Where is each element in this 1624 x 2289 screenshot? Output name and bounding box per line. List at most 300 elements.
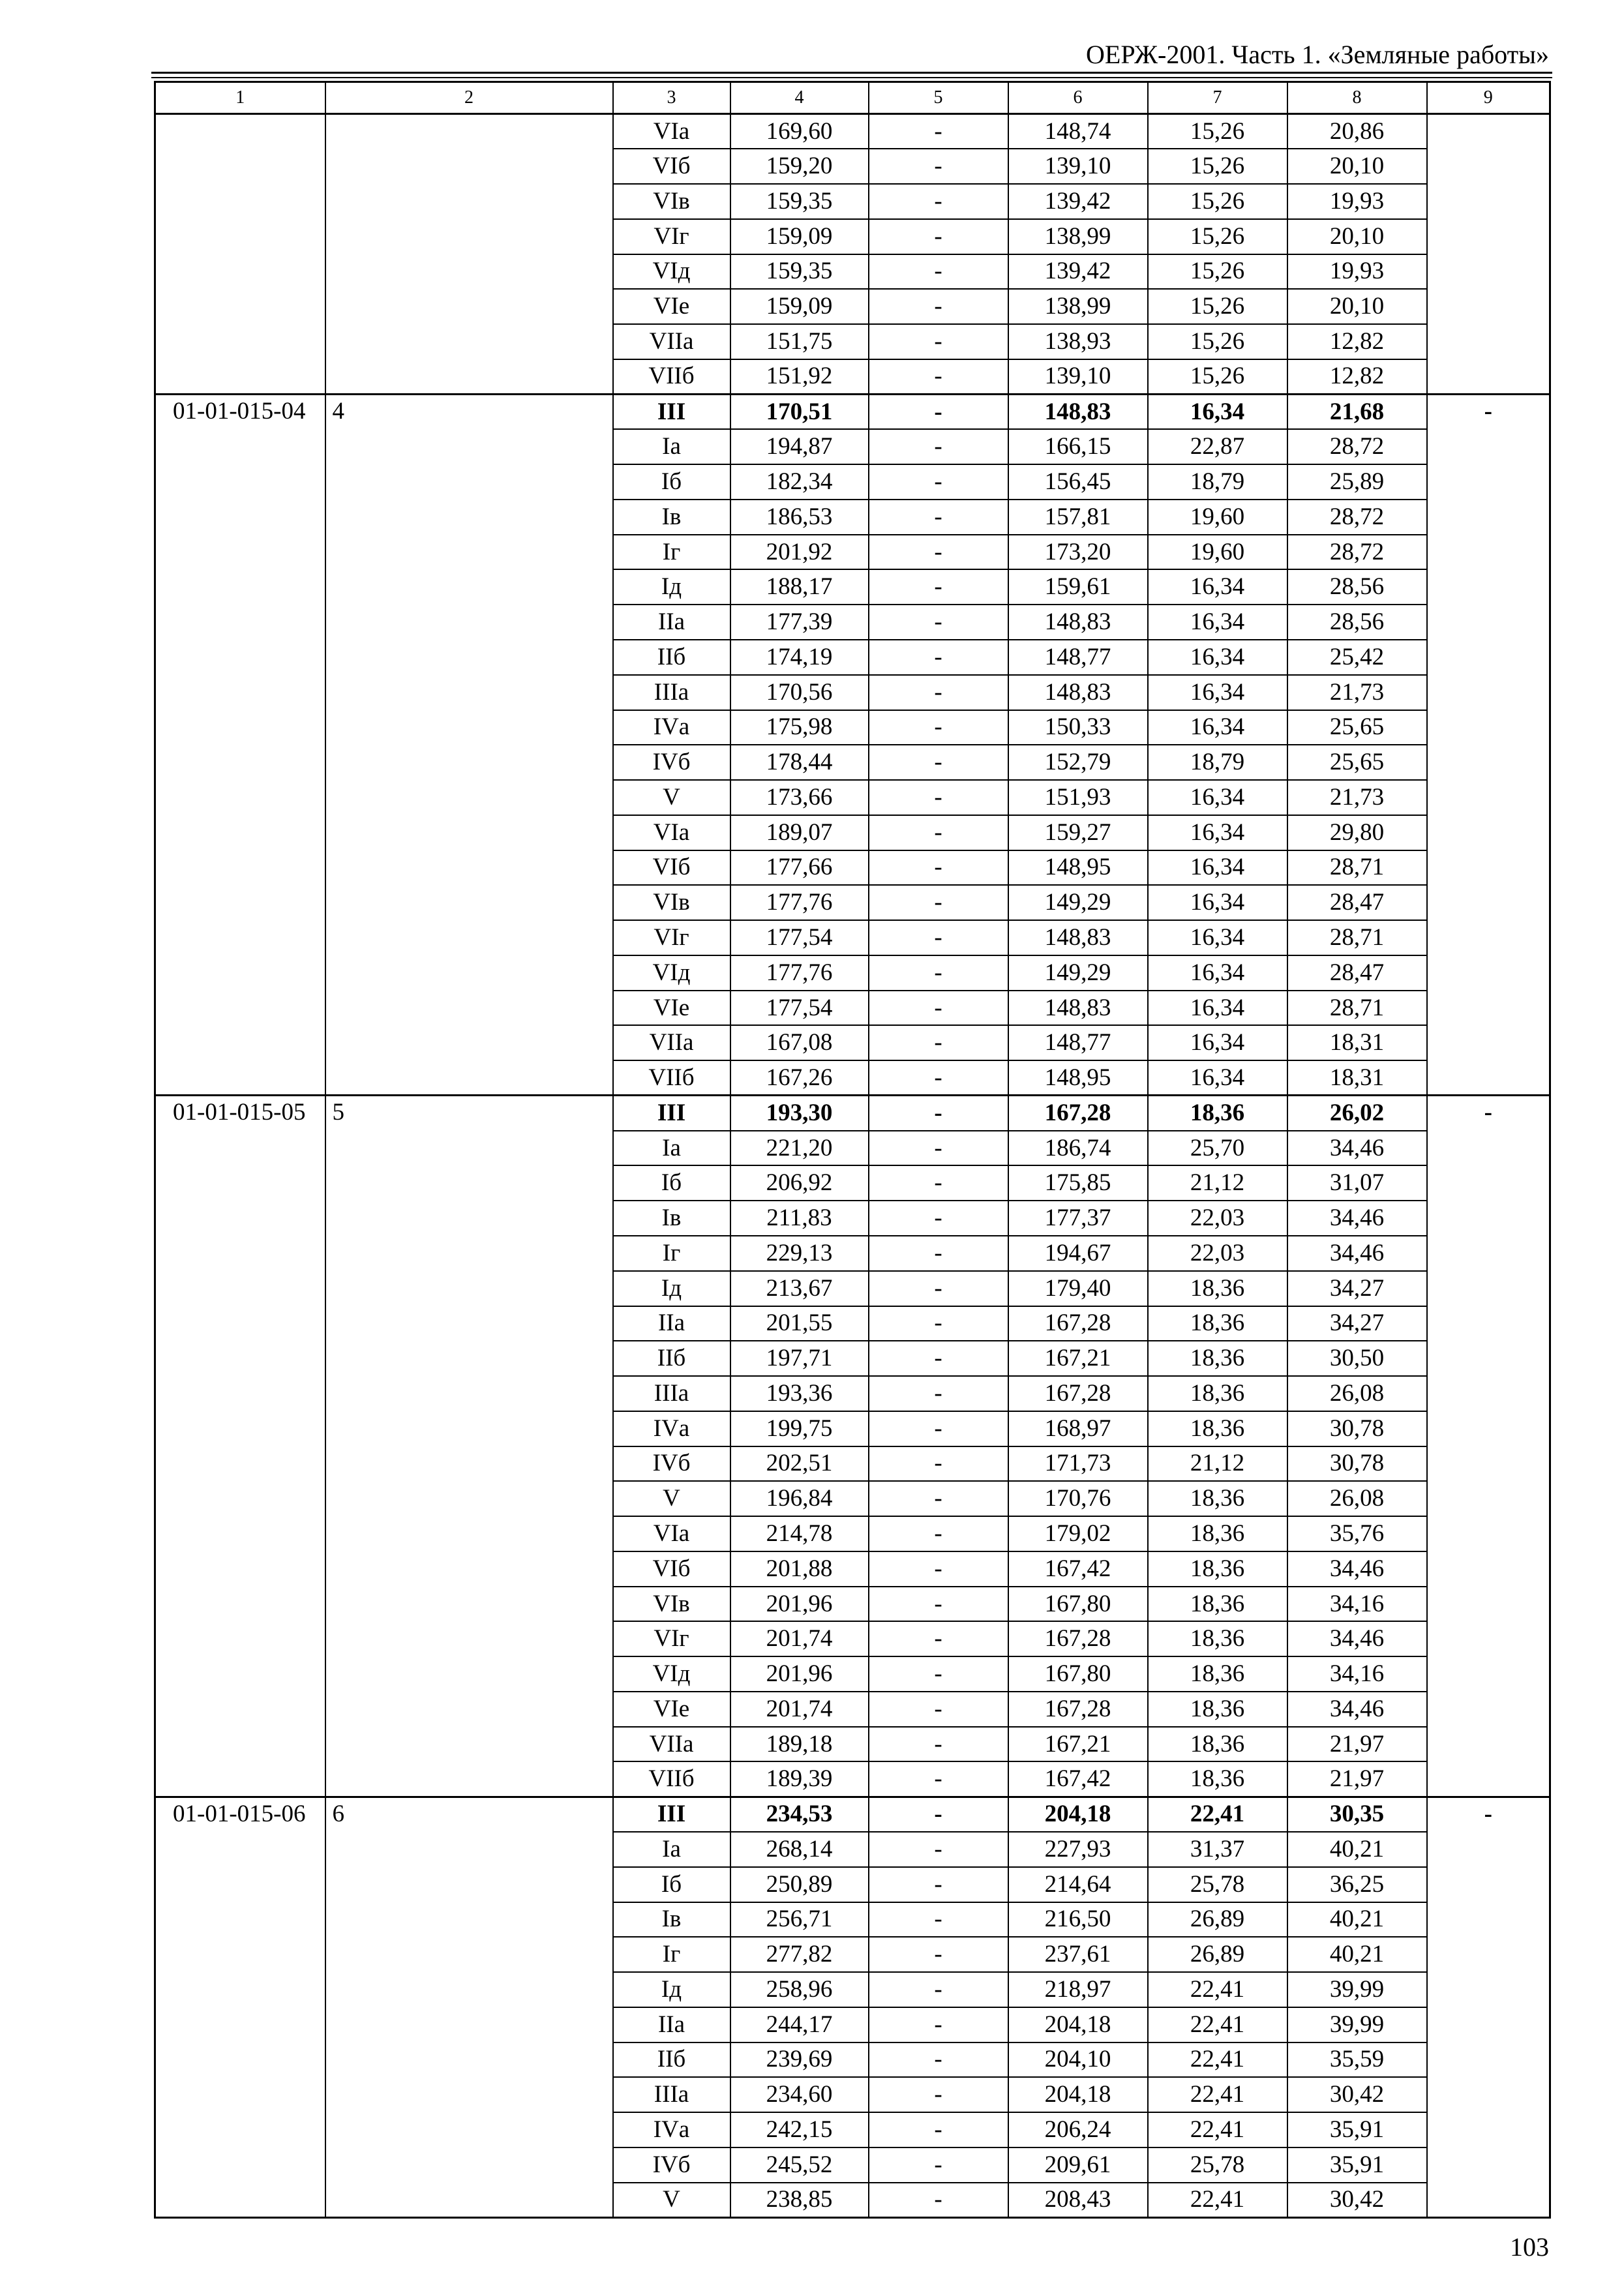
col6-value-cell: 167,21 bbox=[1008, 1727, 1148, 1762]
col5-value-cell: - bbox=[869, 1131, 1008, 1166]
col4-value-cell: 189,18 bbox=[730, 1727, 869, 1762]
col6-value-cell: 194,67 bbox=[1008, 1236, 1148, 1271]
col5-value-cell: - bbox=[869, 2147, 1008, 2183]
col7-value-cell: 22,41 bbox=[1148, 2183, 1287, 2218]
col4-value-cell: 256,71 bbox=[730, 1902, 869, 1937]
col5-value-cell: - bbox=[869, 1060, 1008, 1096]
col6-value-cell: 148,95 bbox=[1008, 1060, 1148, 1096]
col8-value-cell: 34,46 bbox=[1287, 1131, 1427, 1166]
col6-value-cell: 151,93 bbox=[1008, 780, 1148, 815]
col5-value-cell: - bbox=[869, 1341, 1008, 1376]
col4-value-cell: 244,17 bbox=[730, 2007, 869, 2042]
col4-value-cell: 201,96 bbox=[730, 1587, 869, 1622]
col7-value-cell: 16,34 bbox=[1148, 885, 1287, 920]
zone-cell: VIв bbox=[613, 184, 730, 219]
zone-cell: IIIа bbox=[613, 1376, 730, 1411]
page-number: 103 bbox=[1510, 2232, 1549, 2262]
col7-value-cell: 21,12 bbox=[1148, 1446, 1287, 1482]
col5-value-cell: - bbox=[869, 1516, 1008, 1551]
col7-value-cell: 15,26 bbox=[1148, 149, 1287, 184]
column-number-row bbox=[155, 82, 1550, 114]
col8-value-cell: 40,21 bbox=[1287, 1902, 1427, 1937]
col4-value-cell: 229,13 bbox=[730, 1236, 869, 1271]
col8-value-cell: 28,72 bbox=[1287, 500, 1427, 535]
col7-value-cell: 22,41 bbox=[1148, 2112, 1287, 2147]
col4-value-cell: 188,17 bbox=[730, 569, 869, 605]
col5-value-cell: - bbox=[869, 1621, 1008, 1656]
col5-value-cell: - bbox=[869, 1902, 1008, 1937]
col6-value-cell: 138,99 bbox=[1008, 289, 1148, 324]
col5-value-cell: - bbox=[869, 1656, 1008, 1692]
col8-value-cell: 34,46 bbox=[1287, 1551, 1427, 1587]
col7-value-cell: 16,34 bbox=[1148, 395, 1287, 430]
col6-value-cell: 148,83 bbox=[1008, 920, 1148, 955]
col4-value-cell: 177,66 bbox=[730, 850, 869, 886]
col6-value-cell: 139,10 bbox=[1008, 149, 1148, 184]
col5-value-cell: - bbox=[869, 569, 1008, 605]
col6-value-cell: 167,28 bbox=[1008, 1096, 1148, 1131]
column-header-4: 4 bbox=[730, 82, 869, 114]
col8-value-cell: 28,72 bbox=[1287, 535, 1427, 570]
zone-cell: VIе bbox=[613, 991, 730, 1026]
col6-value-cell: 150,33 bbox=[1008, 710, 1148, 745]
col5-value-cell: - bbox=[869, 991, 1008, 1026]
col5-value-cell: - bbox=[869, 1306, 1008, 1341]
col6-value-cell: 237,61 bbox=[1008, 1937, 1148, 1972]
column-header-7: 7 bbox=[1148, 82, 1287, 114]
col6-value-cell: 218,97 bbox=[1008, 1972, 1148, 2007]
col8-value-cell: 30,50 bbox=[1287, 1341, 1427, 1376]
column-header-2: 2 bbox=[325, 82, 613, 114]
table-row bbox=[155, 1096, 1550, 1131]
col8-value-cell: 12,82 bbox=[1287, 324, 1427, 359]
col8-value-cell: 25,89 bbox=[1287, 464, 1427, 500]
zone-cell: Iг bbox=[613, 1236, 730, 1271]
header-double-rule bbox=[151, 72, 1552, 78]
zone-cell: III bbox=[613, 1096, 730, 1131]
column-header-5: 5 bbox=[869, 82, 1008, 114]
col5-value-cell: - bbox=[869, 1761, 1008, 1797]
rate-code-cell: 01-01-015-05 bbox=[155, 1096, 325, 1797]
col4-value-cell: 213,67 bbox=[730, 1271, 869, 1306]
col4-value-cell: 193,36 bbox=[730, 1376, 869, 1411]
col8-value-cell: 21,97 bbox=[1287, 1761, 1427, 1797]
col8-value-cell: 12,82 bbox=[1287, 359, 1427, 395]
col8-value-cell: 20,10 bbox=[1287, 289, 1427, 324]
col5-value-cell: - bbox=[869, 535, 1008, 570]
zone-cell: V bbox=[613, 2183, 730, 2218]
zone-cell: Iа bbox=[613, 1131, 730, 1166]
col6-value-cell: 139,42 bbox=[1008, 184, 1148, 219]
col4-value-cell: 177,76 bbox=[730, 955, 869, 991]
col8-value-cell: 34,27 bbox=[1287, 1271, 1427, 1306]
col8-value-cell: 28,56 bbox=[1287, 605, 1427, 640]
col5-value-cell: - bbox=[869, 955, 1008, 991]
zone-cell: Iв bbox=[613, 1201, 730, 1236]
item-number-cell: 5 bbox=[325, 1096, 613, 1797]
col8-value-cell: 39,99 bbox=[1287, 1972, 1427, 2007]
col6-value-cell: 170,76 bbox=[1008, 1481, 1148, 1516]
zone-cell: IIб bbox=[613, 640, 730, 675]
col5-value-cell: - bbox=[869, 1867, 1008, 1902]
col7-value-cell: 15,26 bbox=[1148, 184, 1287, 219]
zone-cell: Iв bbox=[613, 1902, 730, 1937]
col7-value-cell: 18,36 bbox=[1148, 1727, 1287, 1762]
col7-value-cell: 22,03 bbox=[1148, 1201, 1287, 1236]
col7-value-cell: 18,36 bbox=[1148, 1516, 1287, 1551]
col5-value-cell: - bbox=[869, 114, 1008, 149]
col4-value-cell: 167,26 bbox=[730, 1060, 869, 1096]
col8-value-cell: 26,08 bbox=[1287, 1481, 1427, 1516]
col7-value-cell: 26,89 bbox=[1148, 1902, 1287, 1937]
col8-value-cell: 34,46 bbox=[1287, 1236, 1427, 1271]
col6-value-cell: 139,10 bbox=[1008, 359, 1148, 395]
col8-value-cell: 28,71 bbox=[1287, 991, 1427, 1026]
col4-value-cell: 169,60 bbox=[730, 114, 869, 149]
col4-value-cell: 201,88 bbox=[730, 1551, 869, 1587]
col8-value-cell: 21,73 bbox=[1287, 780, 1427, 815]
zone-cell: VIа bbox=[613, 1516, 730, 1551]
column-header-8: 8 bbox=[1287, 82, 1427, 114]
zone-cell: IVб bbox=[613, 2147, 730, 2183]
item-number-cell bbox=[325, 114, 613, 395]
col7-value-cell: 21,12 bbox=[1148, 1165, 1287, 1201]
col6-value-cell: 148,77 bbox=[1008, 1025, 1148, 1060]
col8-value-cell: 40,21 bbox=[1287, 1832, 1427, 1867]
zone-cell: Iб bbox=[613, 1165, 730, 1201]
col5-value-cell: - bbox=[869, 1411, 1008, 1446]
col6-value-cell: 186,74 bbox=[1008, 1131, 1148, 1166]
col8-value-cell: 34,46 bbox=[1287, 1201, 1427, 1236]
col8-value-cell: 36,25 bbox=[1287, 1867, 1427, 1902]
col5-value-cell: - bbox=[869, 815, 1008, 850]
col6-value-cell: 159,27 bbox=[1008, 815, 1148, 850]
col6-value-cell: 173,20 bbox=[1008, 535, 1148, 570]
col7-value-cell: 22,41 bbox=[1148, 2077, 1287, 2112]
col5-value-cell: - bbox=[869, 1551, 1008, 1587]
col7-value-cell: 18,36 bbox=[1148, 1411, 1287, 1446]
col6-value-cell: 139,42 bbox=[1008, 254, 1148, 290]
col7-value-cell: 25,70 bbox=[1148, 1131, 1287, 1166]
col7-value-cell: 25,78 bbox=[1148, 1867, 1287, 1902]
zone-cell: VIг bbox=[613, 1621, 730, 1656]
col4-value-cell: 245,52 bbox=[730, 2147, 869, 2183]
col4-value-cell: 177,54 bbox=[730, 991, 869, 1026]
col7-value-cell: 22,41 bbox=[1148, 2007, 1287, 2042]
zone-cell: IIб bbox=[613, 2042, 730, 2078]
col7-value-cell: 15,26 bbox=[1148, 324, 1287, 359]
col5-value-cell: - bbox=[869, 1236, 1008, 1271]
col6-value-cell: 148,83 bbox=[1008, 395, 1148, 430]
rate-code-cell: 01-01-015-04 bbox=[155, 395, 325, 1096]
col6-value-cell: 148,95 bbox=[1008, 850, 1148, 886]
col5-value-cell: - bbox=[869, 1692, 1008, 1727]
col7-value-cell: 19,60 bbox=[1148, 535, 1287, 570]
col5-value-cell: - bbox=[869, 1096, 1008, 1131]
col4-value-cell: 258,96 bbox=[730, 1972, 869, 2007]
zone-cell: VIд bbox=[613, 1656, 730, 1692]
zone-cell: IIб bbox=[613, 1341, 730, 1376]
col7-value-cell: 22,41 bbox=[1148, 1972, 1287, 2007]
col5-value-cell: - bbox=[869, 710, 1008, 745]
col4-value-cell: 177,39 bbox=[730, 605, 869, 640]
col7-value-cell: 18,79 bbox=[1148, 745, 1287, 780]
col5-value-cell: - bbox=[869, 359, 1008, 395]
col4-value-cell: 201,74 bbox=[730, 1621, 869, 1656]
col4-value-cell: 199,75 bbox=[730, 1411, 869, 1446]
col8-value-cell: 26,02 bbox=[1287, 1096, 1427, 1131]
column9-cell: - bbox=[1427, 1797, 1550, 2217]
zone-cell: VIб bbox=[613, 850, 730, 886]
col4-value-cell: 221,20 bbox=[730, 1131, 869, 1166]
document-header-title: ОЕРЖ-2001. Часть 1. «Земляные работы» bbox=[1086, 40, 1549, 69]
column9-cell: - bbox=[1427, 1096, 1550, 1797]
col4-value-cell: 201,55 bbox=[730, 1306, 869, 1341]
zone-cell: VIе bbox=[613, 1692, 730, 1727]
col5-value-cell: - bbox=[869, 1832, 1008, 1867]
zone-cell: IIIа bbox=[613, 2077, 730, 2112]
zone-cell: V bbox=[613, 780, 730, 815]
col7-value-cell: 16,34 bbox=[1148, 675, 1287, 710]
col4-value-cell: 159,35 bbox=[730, 184, 869, 219]
col7-value-cell: 18,36 bbox=[1148, 1271, 1287, 1306]
col8-value-cell: 35,91 bbox=[1287, 2112, 1427, 2147]
col6-value-cell: 168,97 bbox=[1008, 1411, 1148, 1446]
col8-value-cell: 39,99 bbox=[1287, 2007, 1427, 2042]
col5-value-cell: - bbox=[869, 1727, 1008, 1762]
zone-cell: IVб bbox=[613, 1446, 730, 1482]
col4-value-cell: 214,78 bbox=[730, 1516, 869, 1551]
col4-value-cell: 159,20 bbox=[730, 149, 869, 184]
col4-value-cell: 211,83 bbox=[730, 1201, 869, 1236]
col6-value-cell: 156,45 bbox=[1008, 464, 1148, 500]
col7-value-cell: 22,03 bbox=[1148, 1236, 1287, 1271]
zone-cell: VIIа bbox=[613, 1727, 730, 1762]
col7-value-cell: 18,36 bbox=[1148, 1621, 1287, 1656]
col7-value-cell: 16,34 bbox=[1148, 991, 1287, 1026]
col4-value-cell: 159,09 bbox=[730, 289, 869, 324]
zone-cell: VIг bbox=[613, 920, 730, 955]
col5-value-cell: - bbox=[869, 2112, 1008, 2147]
col8-value-cell: 34,27 bbox=[1287, 1306, 1427, 1341]
col4-value-cell: 159,35 bbox=[730, 254, 869, 290]
zone-cell: IVа bbox=[613, 1411, 730, 1446]
zone-cell: III bbox=[613, 395, 730, 430]
col5-value-cell: - bbox=[869, 395, 1008, 430]
col8-value-cell: 34,16 bbox=[1287, 1587, 1427, 1622]
col8-value-cell: 25,42 bbox=[1287, 640, 1427, 675]
col8-value-cell: 30,42 bbox=[1287, 2077, 1427, 2112]
zone-cell: IIIа bbox=[613, 675, 730, 710]
zone-cell: Iг bbox=[613, 1937, 730, 1972]
zone-cell: VIд bbox=[613, 955, 730, 991]
col6-value-cell: 204,18 bbox=[1008, 1797, 1148, 1832]
table-row bbox=[155, 114, 1550, 149]
col6-value-cell: 167,28 bbox=[1008, 1692, 1148, 1727]
col8-value-cell: 21,73 bbox=[1287, 675, 1427, 710]
zone-cell: Iг bbox=[613, 535, 730, 570]
zone-cell: IVб bbox=[613, 745, 730, 780]
col5-value-cell: - bbox=[869, 605, 1008, 640]
col4-value-cell: 206,92 bbox=[730, 1165, 869, 1201]
item-number-cell: 4 bbox=[325, 395, 613, 1096]
col8-value-cell: 20,10 bbox=[1287, 219, 1427, 254]
col4-value-cell: 174,19 bbox=[730, 640, 869, 675]
zone-cell: VIд bbox=[613, 254, 730, 290]
item-number-cell: 6 bbox=[325, 1797, 613, 2217]
col4-value-cell: 182,34 bbox=[730, 464, 869, 500]
col4-value-cell: 193,30 bbox=[730, 1096, 869, 1131]
zone-cell: VIIб bbox=[613, 1761, 730, 1797]
col7-value-cell: 15,26 bbox=[1148, 289, 1287, 324]
col5-value-cell: - bbox=[869, 885, 1008, 920]
col7-value-cell: 15,26 bbox=[1148, 254, 1287, 290]
col8-value-cell: 25,65 bbox=[1287, 710, 1427, 745]
col6-value-cell: 179,02 bbox=[1008, 1516, 1148, 1551]
col8-value-cell: 28,47 bbox=[1287, 885, 1427, 920]
col5-value-cell: - bbox=[869, 920, 1008, 955]
zone-cell: Iб bbox=[613, 1867, 730, 1902]
col6-value-cell: 167,28 bbox=[1008, 1621, 1148, 1656]
col5-value-cell: - bbox=[869, 1165, 1008, 1201]
col4-value-cell: 177,54 bbox=[730, 920, 869, 955]
col8-value-cell: 35,91 bbox=[1287, 2147, 1427, 2183]
zone-cell: VIа bbox=[613, 815, 730, 850]
col5-value-cell: - bbox=[869, 675, 1008, 710]
col6-value-cell: 204,18 bbox=[1008, 2077, 1148, 2112]
col5-value-cell: - bbox=[869, 219, 1008, 254]
col7-value-cell: 18,36 bbox=[1148, 1761, 1287, 1797]
col8-value-cell: 19,93 bbox=[1287, 254, 1427, 290]
col8-value-cell: 34,46 bbox=[1287, 1621, 1427, 1656]
col5-value-cell: - bbox=[869, 1937, 1008, 1972]
col8-value-cell: 40,21 bbox=[1287, 1937, 1427, 1972]
zone-cell: Iд bbox=[613, 1271, 730, 1306]
col6-value-cell: 157,81 bbox=[1008, 500, 1148, 535]
col7-value-cell: 15,26 bbox=[1148, 359, 1287, 395]
zone-cell: Iб bbox=[613, 464, 730, 500]
col7-value-cell: 26,89 bbox=[1148, 1937, 1287, 1972]
zone-cell: Iа bbox=[613, 429, 730, 464]
zone-cell: IVа bbox=[613, 2112, 730, 2147]
col5-value-cell: - bbox=[869, 1587, 1008, 1622]
column-header-9: 9 bbox=[1427, 82, 1550, 114]
col4-value-cell: 167,08 bbox=[730, 1025, 869, 1060]
zone-cell: Iд bbox=[613, 1972, 730, 2007]
col8-value-cell: 26,08 bbox=[1287, 1376, 1427, 1411]
col7-value-cell: 16,34 bbox=[1148, 780, 1287, 815]
table-header bbox=[155, 82, 1550, 114]
col6-value-cell: 138,93 bbox=[1008, 324, 1148, 359]
col8-value-cell: 25,65 bbox=[1287, 745, 1427, 780]
col8-value-cell: 31,07 bbox=[1287, 1165, 1427, 1201]
col5-value-cell: - bbox=[869, 324, 1008, 359]
col8-value-cell: 18,31 bbox=[1287, 1025, 1427, 1060]
col7-value-cell: 16,34 bbox=[1148, 1025, 1287, 1060]
col4-value-cell: 189,39 bbox=[730, 1761, 869, 1797]
col5-value-cell: - bbox=[869, 289, 1008, 324]
col8-value-cell: 20,10 bbox=[1287, 149, 1427, 184]
zone-cell: VIIб bbox=[613, 1060, 730, 1096]
col6-value-cell: 167,80 bbox=[1008, 1656, 1148, 1692]
col6-value-cell: 167,28 bbox=[1008, 1306, 1148, 1341]
col7-value-cell: 18,36 bbox=[1148, 1481, 1287, 1516]
col7-value-cell: 18,36 bbox=[1148, 1376, 1287, 1411]
zone-cell: Iа bbox=[613, 1832, 730, 1867]
zone-cell: VIIа bbox=[613, 324, 730, 359]
col6-value-cell: 167,21 bbox=[1008, 1341, 1148, 1376]
col6-value-cell: 152,79 bbox=[1008, 745, 1148, 780]
col7-value-cell: 22,41 bbox=[1148, 1797, 1287, 1832]
col5-value-cell: - bbox=[869, 850, 1008, 886]
col4-value-cell: 178,44 bbox=[730, 745, 869, 780]
col4-value-cell: 238,85 bbox=[730, 2183, 869, 2218]
col6-value-cell: 148,74 bbox=[1008, 114, 1148, 149]
table-row bbox=[155, 395, 1550, 430]
column9-cell: - bbox=[1427, 395, 1550, 1096]
col5-value-cell: - bbox=[869, 1481, 1008, 1516]
col7-value-cell: 16,34 bbox=[1148, 640, 1287, 675]
col5-value-cell: - bbox=[869, 745, 1008, 780]
col4-value-cell: 151,75 bbox=[730, 324, 869, 359]
col4-value-cell: 242,15 bbox=[730, 2112, 869, 2147]
column-header-3: 3 bbox=[613, 82, 730, 114]
zone-cell: IVа bbox=[613, 710, 730, 745]
col5-value-cell: - bbox=[869, 1025, 1008, 1060]
zone-cell: IIа bbox=[613, 2007, 730, 2042]
col4-value-cell: 234,60 bbox=[730, 2077, 869, 2112]
col5-value-cell: - bbox=[869, 429, 1008, 464]
col6-value-cell: 209,61 bbox=[1008, 2147, 1148, 2183]
zone-cell: Iд bbox=[613, 569, 730, 605]
col5-value-cell: - bbox=[869, 254, 1008, 290]
col5-value-cell: - bbox=[869, 640, 1008, 675]
zone-cell: VIб bbox=[613, 149, 730, 184]
col8-value-cell: 19,93 bbox=[1287, 184, 1427, 219]
col6-value-cell: 166,15 bbox=[1008, 429, 1148, 464]
col6-value-cell: 148,83 bbox=[1008, 605, 1148, 640]
col7-value-cell: 16,34 bbox=[1148, 710, 1287, 745]
col6-value-cell: 208,43 bbox=[1008, 2183, 1148, 2218]
col7-value-cell: 18,36 bbox=[1148, 1096, 1287, 1131]
col7-value-cell: 18,79 bbox=[1148, 464, 1287, 500]
col5-value-cell: - bbox=[869, 1271, 1008, 1306]
col7-value-cell: 18,36 bbox=[1148, 1692, 1287, 1727]
zone-cell: Iв bbox=[613, 500, 730, 535]
zone-cell: VIIа bbox=[613, 1025, 730, 1060]
col6-value-cell: 148,83 bbox=[1008, 991, 1148, 1026]
col5-value-cell: - bbox=[869, 2183, 1008, 2218]
col7-value-cell: 16,34 bbox=[1148, 955, 1287, 991]
col8-value-cell: 30,78 bbox=[1287, 1446, 1427, 1482]
col4-value-cell: 201,74 bbox=[730, 1692, 869, 1727]
col4-value-cell: 197,71 bbox=[730, 1341, 869, 1376]
col5-value-cell: - bbox=[869, 2042, 1008, 2078]
col5-value-cell: - bbox=[869, 1376, 1008, 1411]
col4-value-cell: 175,98 bbox=[730, 710, 869, 745]
col4-value-cell: 201,92 bbox=[730, 535, 869, 570]
zone-cell: IIа bbox=[613, 605, 730, 640]
col6-value-cell: 204,10 bbox=[1008, 2042, 1148, 2078]
col6-value-cell: 138,99 bbox=[1008, 219, 1148, 254]
col8-value-cell: 30,35 bbox=[1287, 1797, 1427, 1832]
col7-value-cell: 16,34 bbox=[1148, 850, 1287, 886]
col5-value-cell: - bbox=[869, 1797, 1008, 1832]
zone-cell: VIIб bbox=[613, 359, 730, 395]
rate-code-cell: 01-01-015-06 bbox=[155, 1797, 325, 2217]
col8-value-cell: 29,80 bbox=[1287, 815, 1427, 850]
col8-value-cell: 20,86 bbox=[1287, 114, 1427, 149]
